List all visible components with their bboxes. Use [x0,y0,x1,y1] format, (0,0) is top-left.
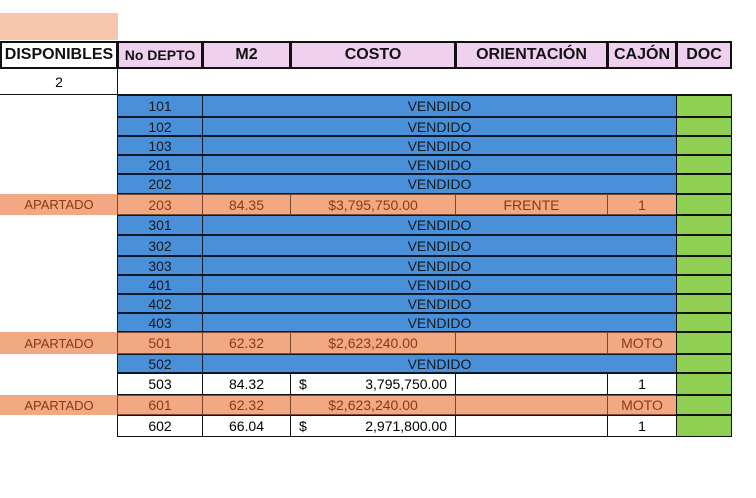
status-reserved[interactable]: APARTADO [0,194,118,215]
doc-cell[interactable] [676,117,732,136]
doc-cell[interactable] [676,395,732,415]
orientacion-cell[interactable] [455,373,608,395]
sold-label[interactable]: VENDIDO [202,354,677,373]
header-swatch [0,13,118,40]
doc-cell[interactable] [676,194,732,215]
sold-label[interactable]: VENDIDO [202,155,677,174]
header-costo[interactable]: COSTO [290,41,456,69]
doc-cell[interactable] [676,95,732,117]
depto-cell[interactable]: 201 [117,155,203,174]
status-reserved[interactable]: APARTADO [0,332,118,354]
sold-label[interactable]: VENDIDO [202,235,677,256]
cajon-cell[interactable]: 1 [607,415,677,437]
depto-cell[interactable]: 601 [117,395,203,415]
depto-cell[interactable]: 503 [117,373,203,395]
depto-cell[interactable]: 302 [117,235,203,256]
header-doc[interactable]: DOC [676,41,732,69]
costo-cell[interactable]: $2,623,240.00 [290,332,456,354]
m2-cell[interactable]: 66.04 [202,415,291,437]
sold-label[interactable]: VENDIDO [202,117,677,136]
orientacion-cell[interactable]: FRENTE [455,194,608,215]
doc-cell[interactable] [676,256,732,275]
costo-value: 2,971,800.00 [365,418,447,434]
m2-cell[interactable]: 84.35 [202,194,291,215]
currency-symbol: $ [299,418,307,434]
depto-cell[interactable]: 502 [117,354,203,373]
depto-cell[interactable]: 203 [117,194,203,215]
costo-cell[interactable] [290,415,456,437]
depto-cell[interactable]: 103 [117,136,203,155]
doc-cell[interactable] [676,332,732,354]
header-orientacion[interactable]: ORIENTACIÓN [455,41,608,69]
depto-cell[interactable]: 602 [117,415,203,437]
doc-cell[interactable] [676,275,732,294]
cajon-cell[interactable]: MOTO [607,395,677,415]
sold-label[interactable]: VENDIDO [202,95,677,117]
m2-cell[interactable]: 62.32 [202,332,291,354]
sold-label[interactable]: VENDIDO [202,294,677,313]
doc-cell[interactable] [676,313,732,332]
header-depto[interactable]: No DEPTO [117,41,203,69]
doc-cell[interactable] [676,155,732,174]
doc-cell[interactable] [676,235,732,256]
costo-cell[interactable] [290,373,456,395]
sold-label[interactable]: VENDIDO [202,256,677,275]
depto-cell[interactable]: 501 [117,332,203,354]
orientacion-cell[interactable] [455,415,608,437]
depto-cell[interactable]: 102 [117,117,203,136]
doc-cell[interactable] [676,415,732,437]
status-reserved[interactable]: APARTADO [0,395,118,415]
m2-cell[interactable]: 62.32 [202,395,291,415]
depto-cell[interactable]: 401 [117,275,203,294]
doc-cell[interactable] [676,373,732,395]
cajon-cell[interactable]: MOTO [607,332,677,354]
available-count[interactable]: 2 [0,69,118,95]
sold-label[interactable]: VENDIDO [202,215,677,235]
m2-cell[interactable]: 84.32 [202,373,291,395]
cajon-cell[interactable]: 1 [607,373,677,395]
depto-cell[interactable]: 402 [117,294,203,313]
doc-cell[interactable] [676,294,732,313]
doc-cell[interactable] [676,215,732,235]
doc-cell[interactable] [676,174,732,194]
doc-cell[interactable] [676,354,732,373]
sold-label[interactable]: VENDIDO [202,136,677,155]
costo-value: 3,795,750.00 [365,376,447,392]
costo-cell[interactable]: $2,623,240.00 [290,395,456,415]
header-m2[interactable]: M2 [202,41,291,69]
depto-cell[interactable]: 403 [117,313,203,332]
cajon-cell[interactable]: 1 [607,194,677,215]
sold-label[interactable]: VENDIDO [202,313,677,332]
header-cajon[interactable]: CAJÓN [607,41,677,69]
depto-cell[interactable]: 301 [117,215,203,235]
sold-label[interactable]: VENDIDO [202,275,677,294]
orientacion-cell[interactable] [455,332,608,354]
sold-label[interactable]: VENDIDO [202,174,677,194]
available-count-row-fill [117,69,732,95]
depto-cell[interactable]: 303 [117,256,203,275]
doc-cell[interactable] [676,136,732,155]
header-disponibles[interactable]: DISPONIBLES [0,41,118,69]
currency-symbol: $ [299,376,307,392]
costo-cell[interactable]: $3,795,750.00 [290,194,456,215]
depto-cell[interactable]: 202 [117,174,203,194]
orientacion-cell[interactable] [455,395,608,415]
depto-cell[interactable]: 101 [117,95,203,117]
